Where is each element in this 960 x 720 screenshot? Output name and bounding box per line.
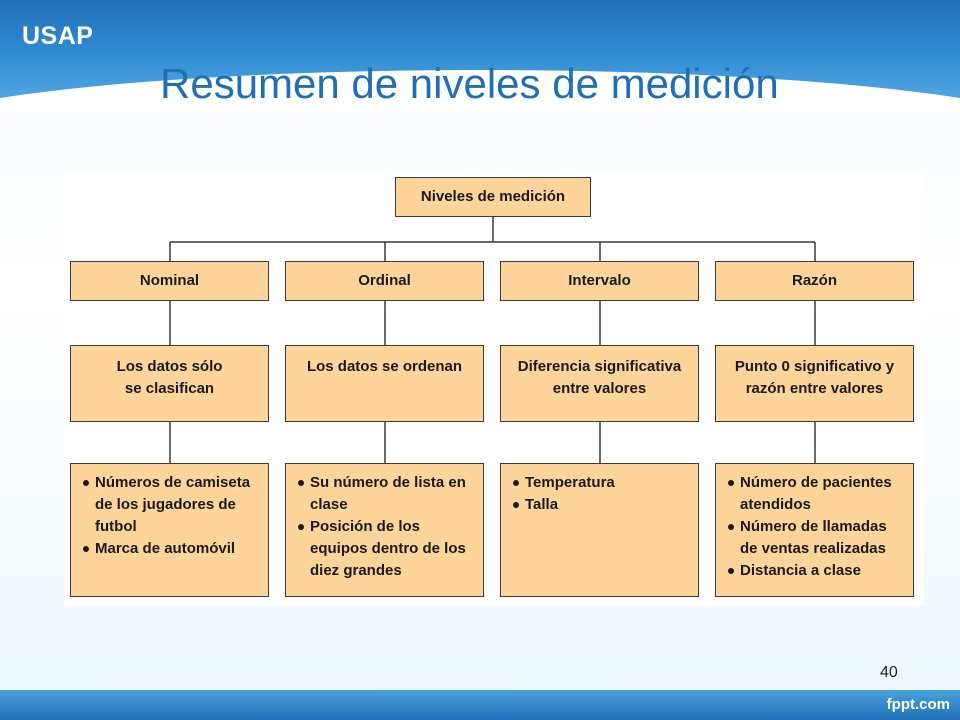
header-band (0, 0, 960, 112)
examples-list (513, 472, 692, 516)
example-item: Número de llamadas de ventas realizadas (728, 516, 907, 560)
description-box-nominal (70, 345, 269, 422)
example-item: Su número de lista en clase (298, 472, 477, 516)
description-box-razon (715, 345, 914, 422)
examples-box-nominal (70, 463, 269, 597)
level-box-nominal: Nominal (70, 261, 269, 301)
example-item: Posición de los equipos dentro de los diez grandes (298, 516, 477, 582)
example-item: Talla (513, 494, 692, 516)
level-box-intervalo: Intervalo (500, 261, 699, 301)
description-line: entre valores (552, 380, 647, 397)
example-item: Temperatura (513, 472, 692, 494)
description-box-ordinal (285, 345, 484, 422)
examples-list (83, 472, 262, 560)
examples-box-intervalo (500, 463, 699, 597)
description-line: razón entre valores (745, 380, 884, 397)
footer-band (0, 690, 960, 720)
footer-logo: fppt.com (886, 696, 950, 713)
root-box: Niveles de medición (395, 177, 591, 217)
description-line: Diferencia significativa (517, 358, 682, 375)
brand-label: USAP (22, 22, 94, 50)
examples-list (298, 472, 477, 582)
slide-title: Resumen de niveles de medición (160, 60, 779, 107)
level-box-ordinal: Ordinal (285, 261, 484, 301)
example-item: Números de camiseta de los jugadores de futbol (83, 472, 262, 538)
description-line: Los datos se ordenan (306, 358, 463, 375)
page-number: 40 (880, 664, 898, 681)
description-line: Los datos sólo (116, 358, 223, 375)
level-box-razon: Razón (715, 261, 914, 301)
examples-box-razon (715, 463, 914, 597)
example-item: Distancia a clase (728, 560, 907, 582)
description-line: Punto 0 significativo y (734, 358, 895, 375)
examples-box-ordinal (285, 463, 484, 597)
description-box-intervalo (500, 345, 699, 422)
example-item: Marca de automóvil (83, 538, 262, 560)
diagram-panel (64, 172, 924, 606)
examples-list (728, 472, 907, 582)
example-item: Número de pacientes atendidos (728, 472, 907, 516)
description-line: se clasifican (124, 380, 215, 397)
